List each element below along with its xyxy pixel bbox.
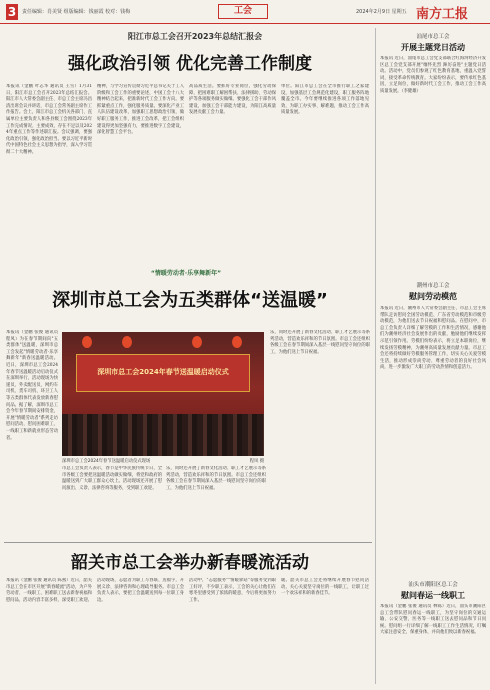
sidebar1-headline: 开展主题党日活动 <box>401 43 465 52</box>
photo-credit: 程凤 摄 <box>249 459 264 464</box>
story3-column-4: 暖。韶关市总工会还将继续开展春节慰问活动，关心关爱坚守岗位的一线职工，让职工过一个欢乐祥和的新春佳节。 <box>281 578 369 597</box>
editor-info: 责任编辑：肖美贤 组版编辑：钱丽霞 校对：钱梅 <box>22 9 131 15</box>
sidebar2-kicker: 潮州市总工会 <box>416 283 450 289</box>
page-number: 3 <box>7 5 17 19</box>
sidebar3-body: 本报讯（金鹏 张俊 通讯员 林铄）近日，汕头市潮阳区总工会带队慰问春运一线职工，为坚守岗位的交通运输、公安交警、医务等一线职工送去慰问品和节日问候。慰问组一行详细了解一线职工工作生活情况，叮嘱大家注意安全、保重身体，并向他们致以新春祝福。 <box>380 604 486 636</box>
photo-caption <box>62 458 264 464</box>
story1-column-4: 单位。阳江市总工会在全市推行职工之家建设，加强基层工会规范化建设，职工服务阵地覆盖全市。今年要继续推进各项工作落地见效，为职工办实事、解难题，推动工会工作高质量发展。 <box>281 84 369 116</box>
section-banner: “情暖劳动者·乐享舞新年” <box>150 270 222 277</box>
column-divider <box>375 28 376 684</box>
story2-column-1: 本报讯（金鹏 张俊 通讯员 程凤）为在春节期间向"五类群体"送温暖，深圳市总工会发起"情暖劳动者·乐享舞新年"新春送温暖活动。近日，深圳市总工会2024年春节送温暖活动启动仪式在深圳举行，活动现场为快递员、外卖配送员、网约车司机、货车司机、环卫工人等五类群体代表发放新春慰问品。据了解，深圳市总工会今年春节期间安排资金，开展"情暖劳动者"系列走访慰问活动，慰问困难职工、一线职工和新就业形态劳动者。 <box>6 330 58 441</box>
story2-column-2: 市总工会负责人表示，春节是中华民族传统节日，全市各级工会要把送温暖活动做实做细，将党和政府的温暖送到广大职工群众心坎上。活动现场还开展了慰问演出、义诊、法律咨询等服务，受到职工欢迎。 <box>62 466 162 491</box>
story3-column-1: 本报讯（金鹏 张俊 通讯员 陈燕）近日，韶关市总工会在市区开展"新春暖流"活动，为户外劳动者、一线职工、困难职工送去新春祝福和慰问品，活动内容丰富多样，深受职工欢迎。 <box>6 578 92 603</box>
sidebar-story-2 <box>380 281 486 302</box>
story2-column-3: 乐，同时还开展了新春文化活动、职工才艺展示等系列活动，营造欢乐祥和的节日氛围。市总工会还组织各级工会在春节期间深入基层一线慰问坚守岗位的职工，为他们送上节日祝福。 <box>166 466 266 491</box>
photo-caption-text: 深圳市总工会2024年春节送温暖启动仪式现场 <box>62 459 151 464</box>
stage-backdrop <box>76 354 250 392</box>
sidebar2-body: 本报讯 近日，潮州市人大常委会副主任、市总工会主席带队走访慰问全国劳动模范、广东省劳动模范和市级劳动模范，为他们送去节日祝福和慰问品。在慰问中，市总工会负责人详细了解劳模的工作和生活情况，感谢他们为潮州经济社会发展作出的贡献，勉励他们继续发挥示范引领作用。劳模们纷纷表示，将立足本职岗位，继续发扬劳模精神，为潮州高质量发展贡献力量。市总工会还将持续做好劳模服务管理工作，切实关心关爱劳模生活，推动形成崇尚劳动、尊重劳动者的良好社会风尚，进一步激发广大职工的劳动热情和创造活力。 <box>380 306 486 371</box>
sidebar3-headline: 慰问春运一线职工 <box>401 591 465 600</box>
sidebar-story-1 <box>380 32 486 53</box>
newspaper-logo: 南方工报 <box>416 7 469 22</box>
story1-column-3: 高品质生活。要抓好专业岗位，强化劳动保障，把困难职工解困帮扶、法律援助、劳动保护等各项服务做实做细。要强化工会干部作风建设，加强工会干部能力建设，为阳江高质量发展贡献工会力量。 <box>189 84 276 116</box>
sidebar1-body: 本报讯 近日，汕尾市总工会党支部联合红海湾经济开发区总工会党支部开展"缅怀先烈 踔厉奋进"主题党日活动。活动中，党员们参观了红色教育基地，重温入党誓词，接受革命传统教育。大家纷纷表示，要传承红色基因，立足岗位，做好新时代工会工作，推动工会工作高质量发展。（李健雄） <box>380 56 486 94</box>
page-header <box>0 0 490 24</box>
crowd <box>62 414 264 456</box>
story1-headline: 强化政治引领 优化完善工作制度 <box>68 54 312 74</box>
story3-headline: 韶关市总工会举办新春暖流活动 <box>71 553 309 573</box>
sidebar1-kicker: 汕尾市总工会 <box>416 34 450 40</box>
sidebar-story-3 <box>380 580 486 601</box>
sidebar2-headline: 慰问劳动模范 <box>409 292 457 301</box>
issue-date: 2024年2月9日 星期五 <box>356 9 407 15</box>
sidebar3-kicker: 汕头市潮阳区总工会 <box>408 582 458 588</box>
section-divider <box>4 542 372 543</box>
lantern-icon <box>192 336 202 348</box>
lantern-icon <box>82 336 92 348</box>
story3-column-3: 活动中，"志愿服务""情暖驿站"等服务受到职工好评，不少职工表示，工会的关心让他们在寒冬里感受到了浓浓的暖意，今后将更加努力工作。 <box>189 578 276 603</box>
event-photo <box>62 332 264 456</box>
lantern-icon <box>122 336 132 348</box>
story1-kicker: 阳江市总工会召开2023年总结汇报会 <box>127 32 263 41</box>
section-label: 工会 <box>218 4 268 19</box>
story1-column-2: 精神，与学习宣传贯彻习近平总书记关于工人阶级和工会工作的重要论述，中国工会十八大精神结合起来，把准新时代工会工作方向。要抓紧重点工作，强化服务质量。要深化产业工人队伍建设改革，加强职工思想政治引领，做好职工服务工作，推进工会改革，把工会组织建设得更加坚强有力，要推进数字工会建设，深化智慧工会平台。 <box>97 84 184 136</box>
story2-headline: 深圳市总工会为五类群体“送温暖” <box>52 290 328 311</box>
story2-column-4: 乐，同时还开展了新春文化活动、职工才艺展示等系列活动，营造欢乐祥和的节日氛围。市总工会还组织各级工会在春节期间深入基层一线慰问坚守岗位的职工，为他们送上节日祝福。 <box>270 330 370 355</box>
story1-column-1: 本报讯（金鹏 叶志华 通讯员 王雪）1月31日，阳江市总工会召开2023年总结汇报会。阳江市人大常委会副主任、市总工会主席冯昌清出席会议并讲话，市总工会常务副主席作工作报告。会上，阳江市总工会机关各部门、直属单位主要负责人和各县级工会围绕2023年工作完成情况、主要成效、存在不足以及2024年重点工作等作述职汇报。会议强调，要强化政治引领，强化政治担当。要以习近平新时代中国特色社会主义思想为指导，深入学习贯彻二十大精神。 <box>6 84 92 155</box>
lantern-icon <box>232 336 242 348</box>
stage-title: 深圳市总工会2024年春节送温暖启动仪式 <box>97 368 229 376</box>
story3-column-2: 活动现场，志愿者为职工写春联、送福字，开展义诊、法律咨询和心理疏导服务。市总工会负责人表示，要把工会温暖送到每一位职工身边。 <box>97 578 184 603</box>
